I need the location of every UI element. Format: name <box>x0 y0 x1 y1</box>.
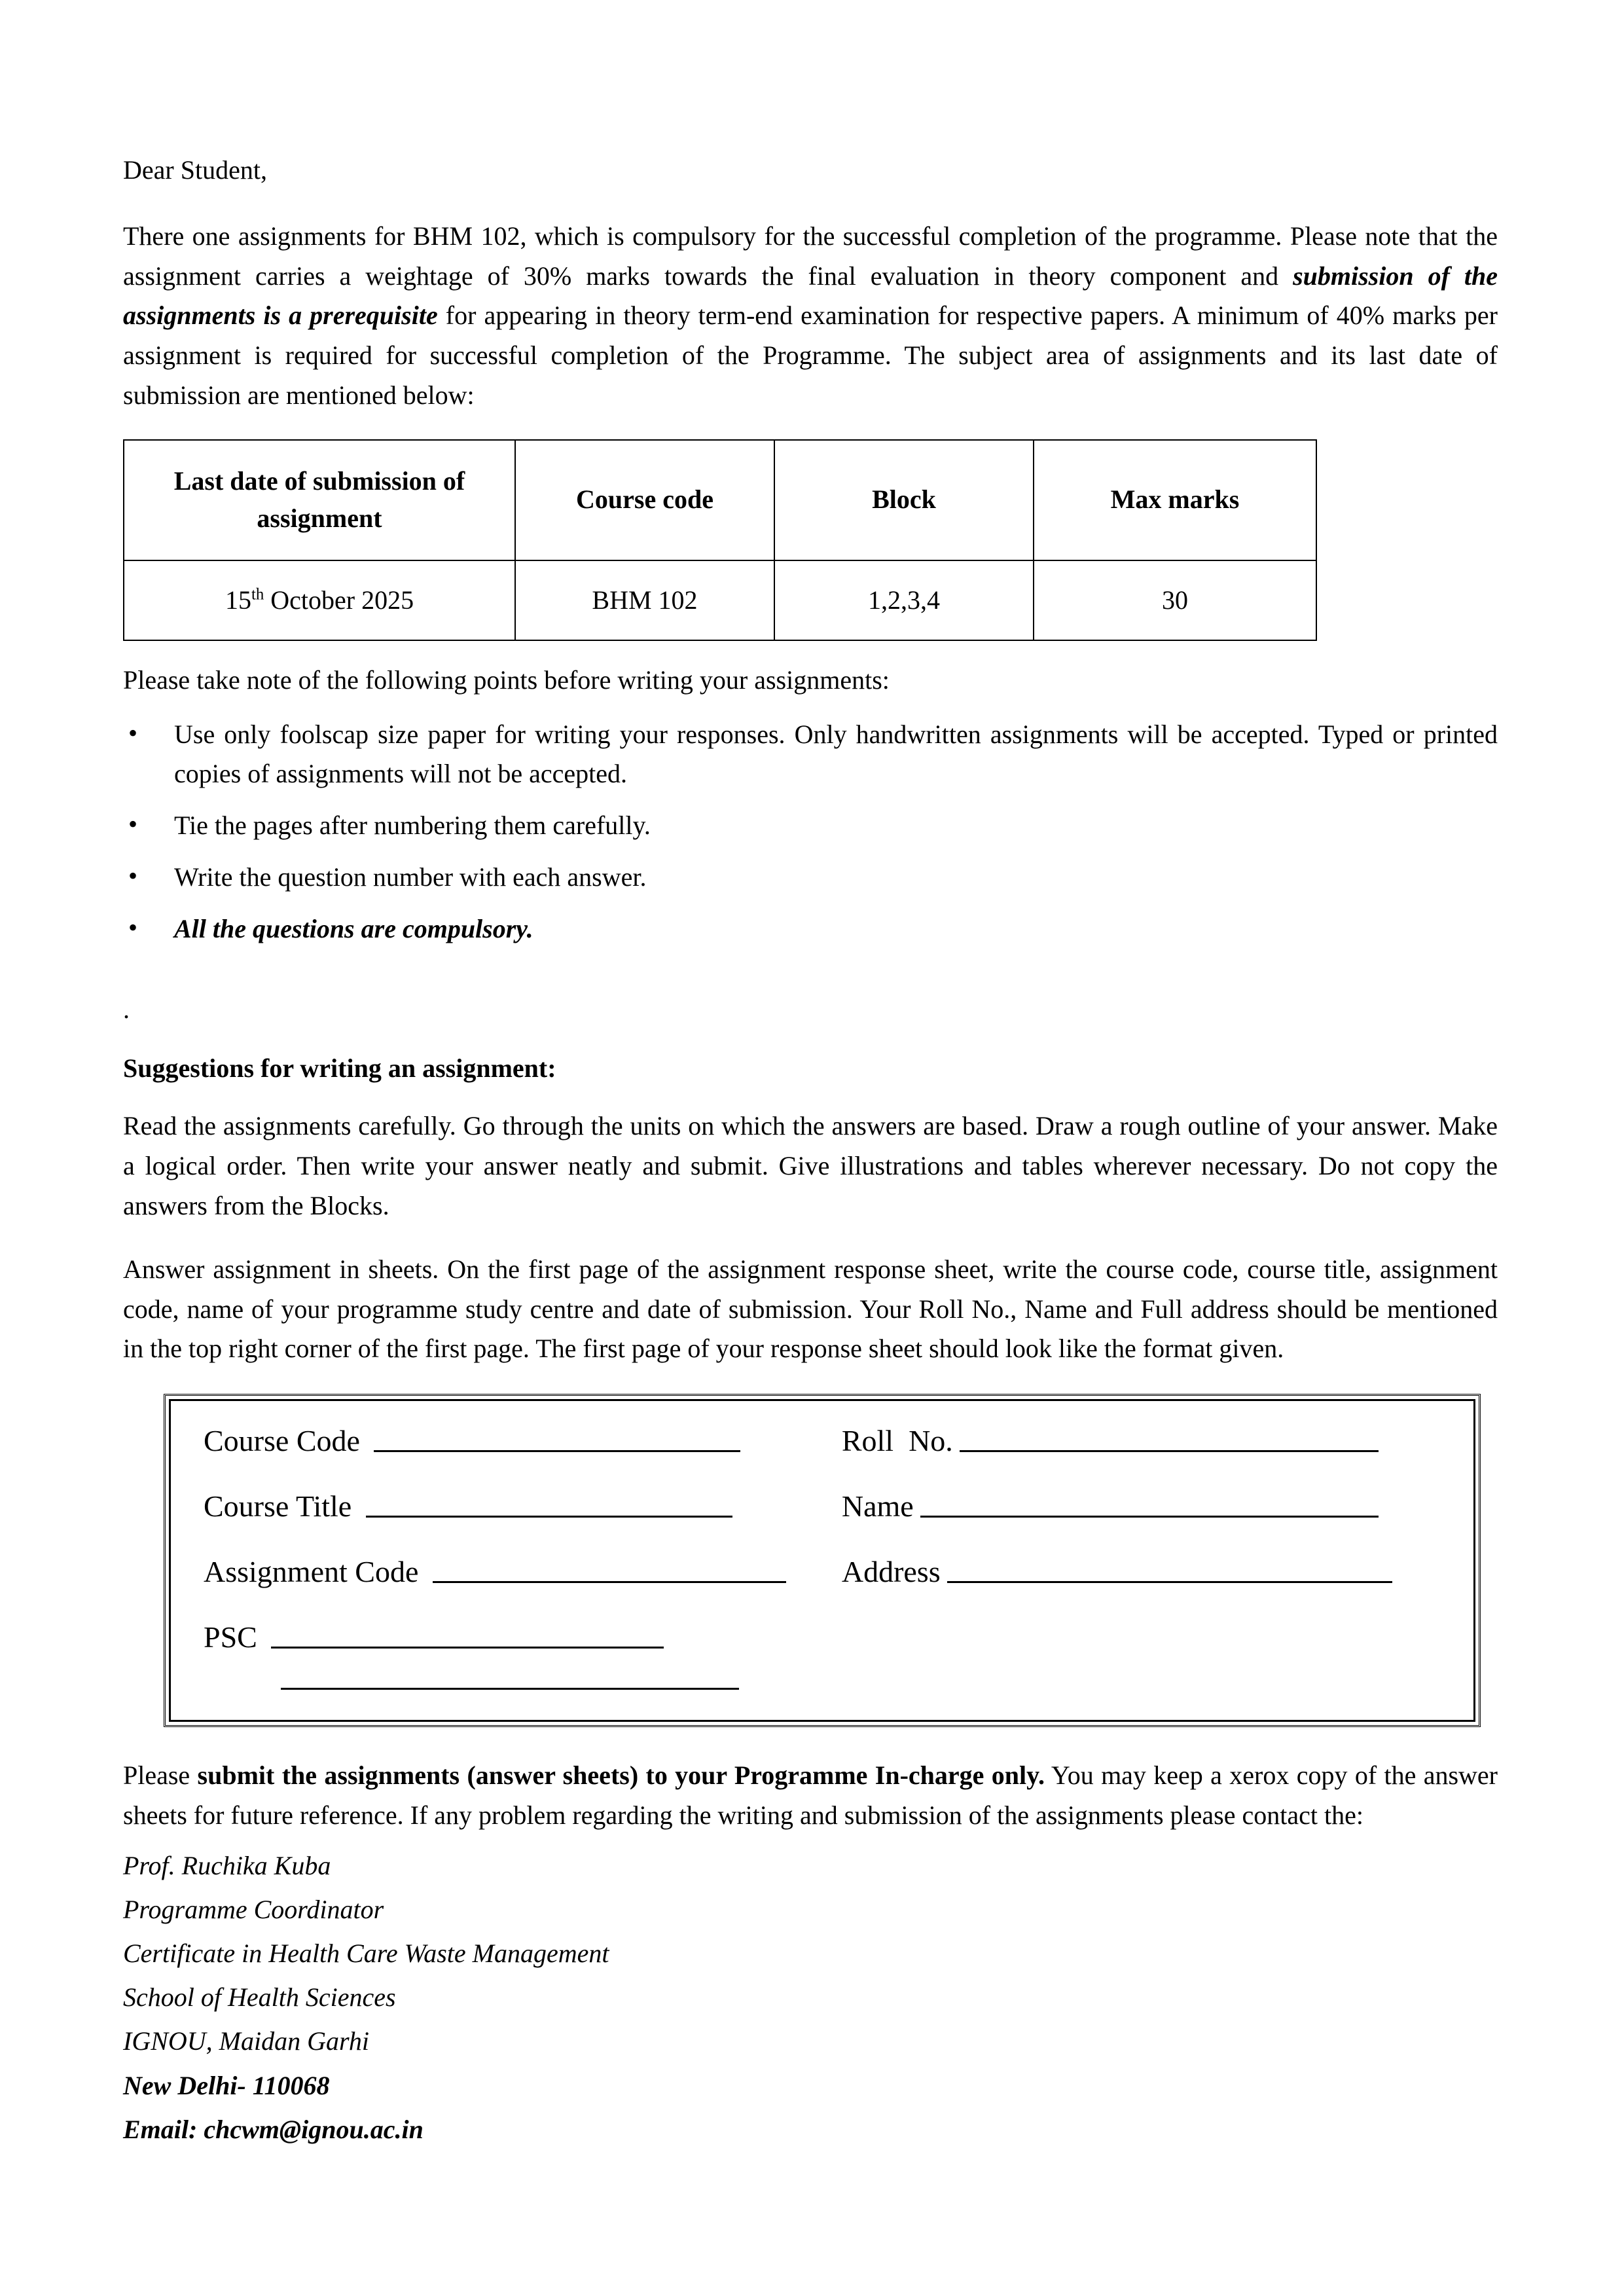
footer-emphasis: submit the assignments (answer sheets) to your Programme In-charge only. <box>197 1760 1045 1791</box>
format-field-course-title <box>204 1491 842 1522</box>
format-field-course-code <box>204 1426 842 1456</box>
format-row-course-title <box>204 1491 1441 1522</box>
date-ordinal-suffix: th <box>251 585 264 604</box>
format-row-extra-blank <box>204 1688 1441 1690</box>
table-row <box>124 560 1316 640</box>
format-label-assignment-code: Assignment Code <box>204 1555 426 1589</box>
cell-last-date <box>124 560 515 640</box>
cell-course-code: BHM 102 <box>515 560 774 640</box>
list-item <box>123 858 1498 898</box>
point-text: All the questions are compulsory. <box>174 913 533 943</box>
format-field-assignment-code <box>204 1557 842 1587</box>
format-blank-course-title[interactable] <box>366 1516 732 1518</box>
cell-block: 1,2,3,4 <box>774 560 1034 640</box>
intro-text-part-1: There one assignments for BHM 102, which is compulsory for the successful completion of the programme. Please note that the assignment carries a weightage of 30% marks towards the final evaluation in theory component and <box>123 221 1498 291</box>
format-blank-address[interactable] <box>947 1581 1392 1583</box>
stray-period: . <box>123 994 130 1024</box>
intro-paragraph <box>123 217 1498 416</box>
point-text: Tie the pages after numbering them carefully. <box>174 811 651 841</box>
list-item <box>123 806 1498 846</box>
format-blank-assignment-code[interactable] <box>433 1581 786 1583</box>
format-field-address <box>842 1557 1441 1587</box>
points-list <box>123 715 1498 949</box>
submission-instruction-paragraph <box>123 1756 1498 1836</box>
contact-line-campus: IGNOU, Maidan Garhi <box>123 2026 369 2056</box>
format-row-course-code <box>204 1426 1441 1456</box>
format-label-course-title: Course Title <box>204 1489 359 1523</box>
answer-format-paragraph: Answer assignment in sheets. On the first page of the assignment response sheet, write the course code, course title, assignment code, name of your programme study centre and date of submission. Your Roll No., Name and Full address should be mentioned in the top right corner of the first page. The first page of your response sheet should look like the format given. <box>123 1254 1498 1364</box>
footer-text-part-1: Please <box>123 1760 198 1791</box>
cell-max-marks: 30 <box>1034 560 1316 640</box>
format-label-psc: PSC <box>204 1620 265 1654</box>
intro-text-part-2: for appearing in theory term-end examination for respective papers. A minimum of 40% marks per assignment is required for successful completion of the Programme. The subject area of assignments and its last date of submission are mentioned below: <box>123 301 1498 410</box>
response-sheet-format-box-inner <box>169 1399 1475 1722</box>
table-header-row <box>124 440 1316 560</box>
suggestions-heading: Suggestions for writing an assignment: <box>123 1053 556 1083</box>
date-day: 15 <box>225 585 251 615</box>
document-body <box>123 151 1498 2151</box>
table-header-course-code: Course code <box>515 440 774 560</box>
table-header-last-date: Last date of submission of assignment <box>124 440 515 560</box>
format-row-assignment-code <box>204 1557 1441 1587</box>
table-header-max-marks: Max marks <box>1034 440 1316 560</box>
format-blank-extra[interactable] <box>281 1688 739 1690</box>
contact-line-email: Email: chcwm@ignou.ac.in <box>123 2114 424 2144</box>
table-header-block: Block <box>774 440 1034 560</box>
contact-block <box>123 1844 1498 2151</box>
format-blank-psc[interactable] <box>271 1647 664 1649</box>
format-row-psc <box>204 1622 1441 1652</box>
suggestions-paragraph: Read the assignments carefully. Go through the units on which the answers are based. Draw a rough outline of your answer. Make a logical order. Then write your answer neatly and submit. Give illustrations and tables wherever necessary. Do not copy the answers from the Blocks. <box>123 1111 1498 1220</box>
format-blank-roll-no[interactable] <box>960 1450 1379 1452</box>
format-label-roll-no: Roll No. <box>841 1424 953 1458</box>
intro-emphasis: submission of the assignments is a prerequisite <box>123 261 1498 331</box>
response-sheet-format-box <box>164 1394 1481 1727</box>
salutation: Dear Student, <box>123 155 267 185</box>
points-lead-in: Please take note of the following points before writing your assignments: <box>123 665 890 695</box>
contact-line-programme: Certificate in Health Care Waste Management <box>123 1939 609 1969</box>
format-label-name: Name <box>841 1489 914 1523</box>
format-blank-course-code[interactable] <box>374 1450 740 1452</box>
format-label-address: Address <box>841 1555 941 1589</box>
date-rest: October 2025 <box>264 585 414 615</box>
format-blank-name[interactable] <box>920 1516 1379 1518</box>
point-text: Use only foolscap size paper for writing your responses. Only handwritten assignments will be accepted. Typed or printed copies of assignments will not be accepted. <box>174 719 1498 789</box>
point-text: Write the question number with each answer. <box>174 862 647 892</box>
format-field-psc <box>204 1622 842 1652</box>
list-item <box>123 715 1498 795</box>
list-item <box>123 909 1498 949</box>
format-field-name <box>842 1491 1441 1522</box>
contact-line-school: School of Health Sciences <box>123 1982 396 2013</box>
contact-line-role: Programme Coordinator <box>123 1894 384 1924</box>
contact-line-city: New Delhi- 110068 <box>123 2070 330 2100</box>
contact-line-name: Prof. Ruchika Kuba <box>123 1850 331 1880</box>
format-label-course-code: Course Code <box>204 1424 368 1458</box>
assignment-info-table <box>123 439 1317 641</box>
footer-text-part-2: You may keep a xerox copy of the answer sheets for future reference. If any problem regarding the writing and submission of the assignments please contact the: <box>123 1760 1498 1830</box>
format-field-roll-no <box>842 1426 1441 1456</box>
